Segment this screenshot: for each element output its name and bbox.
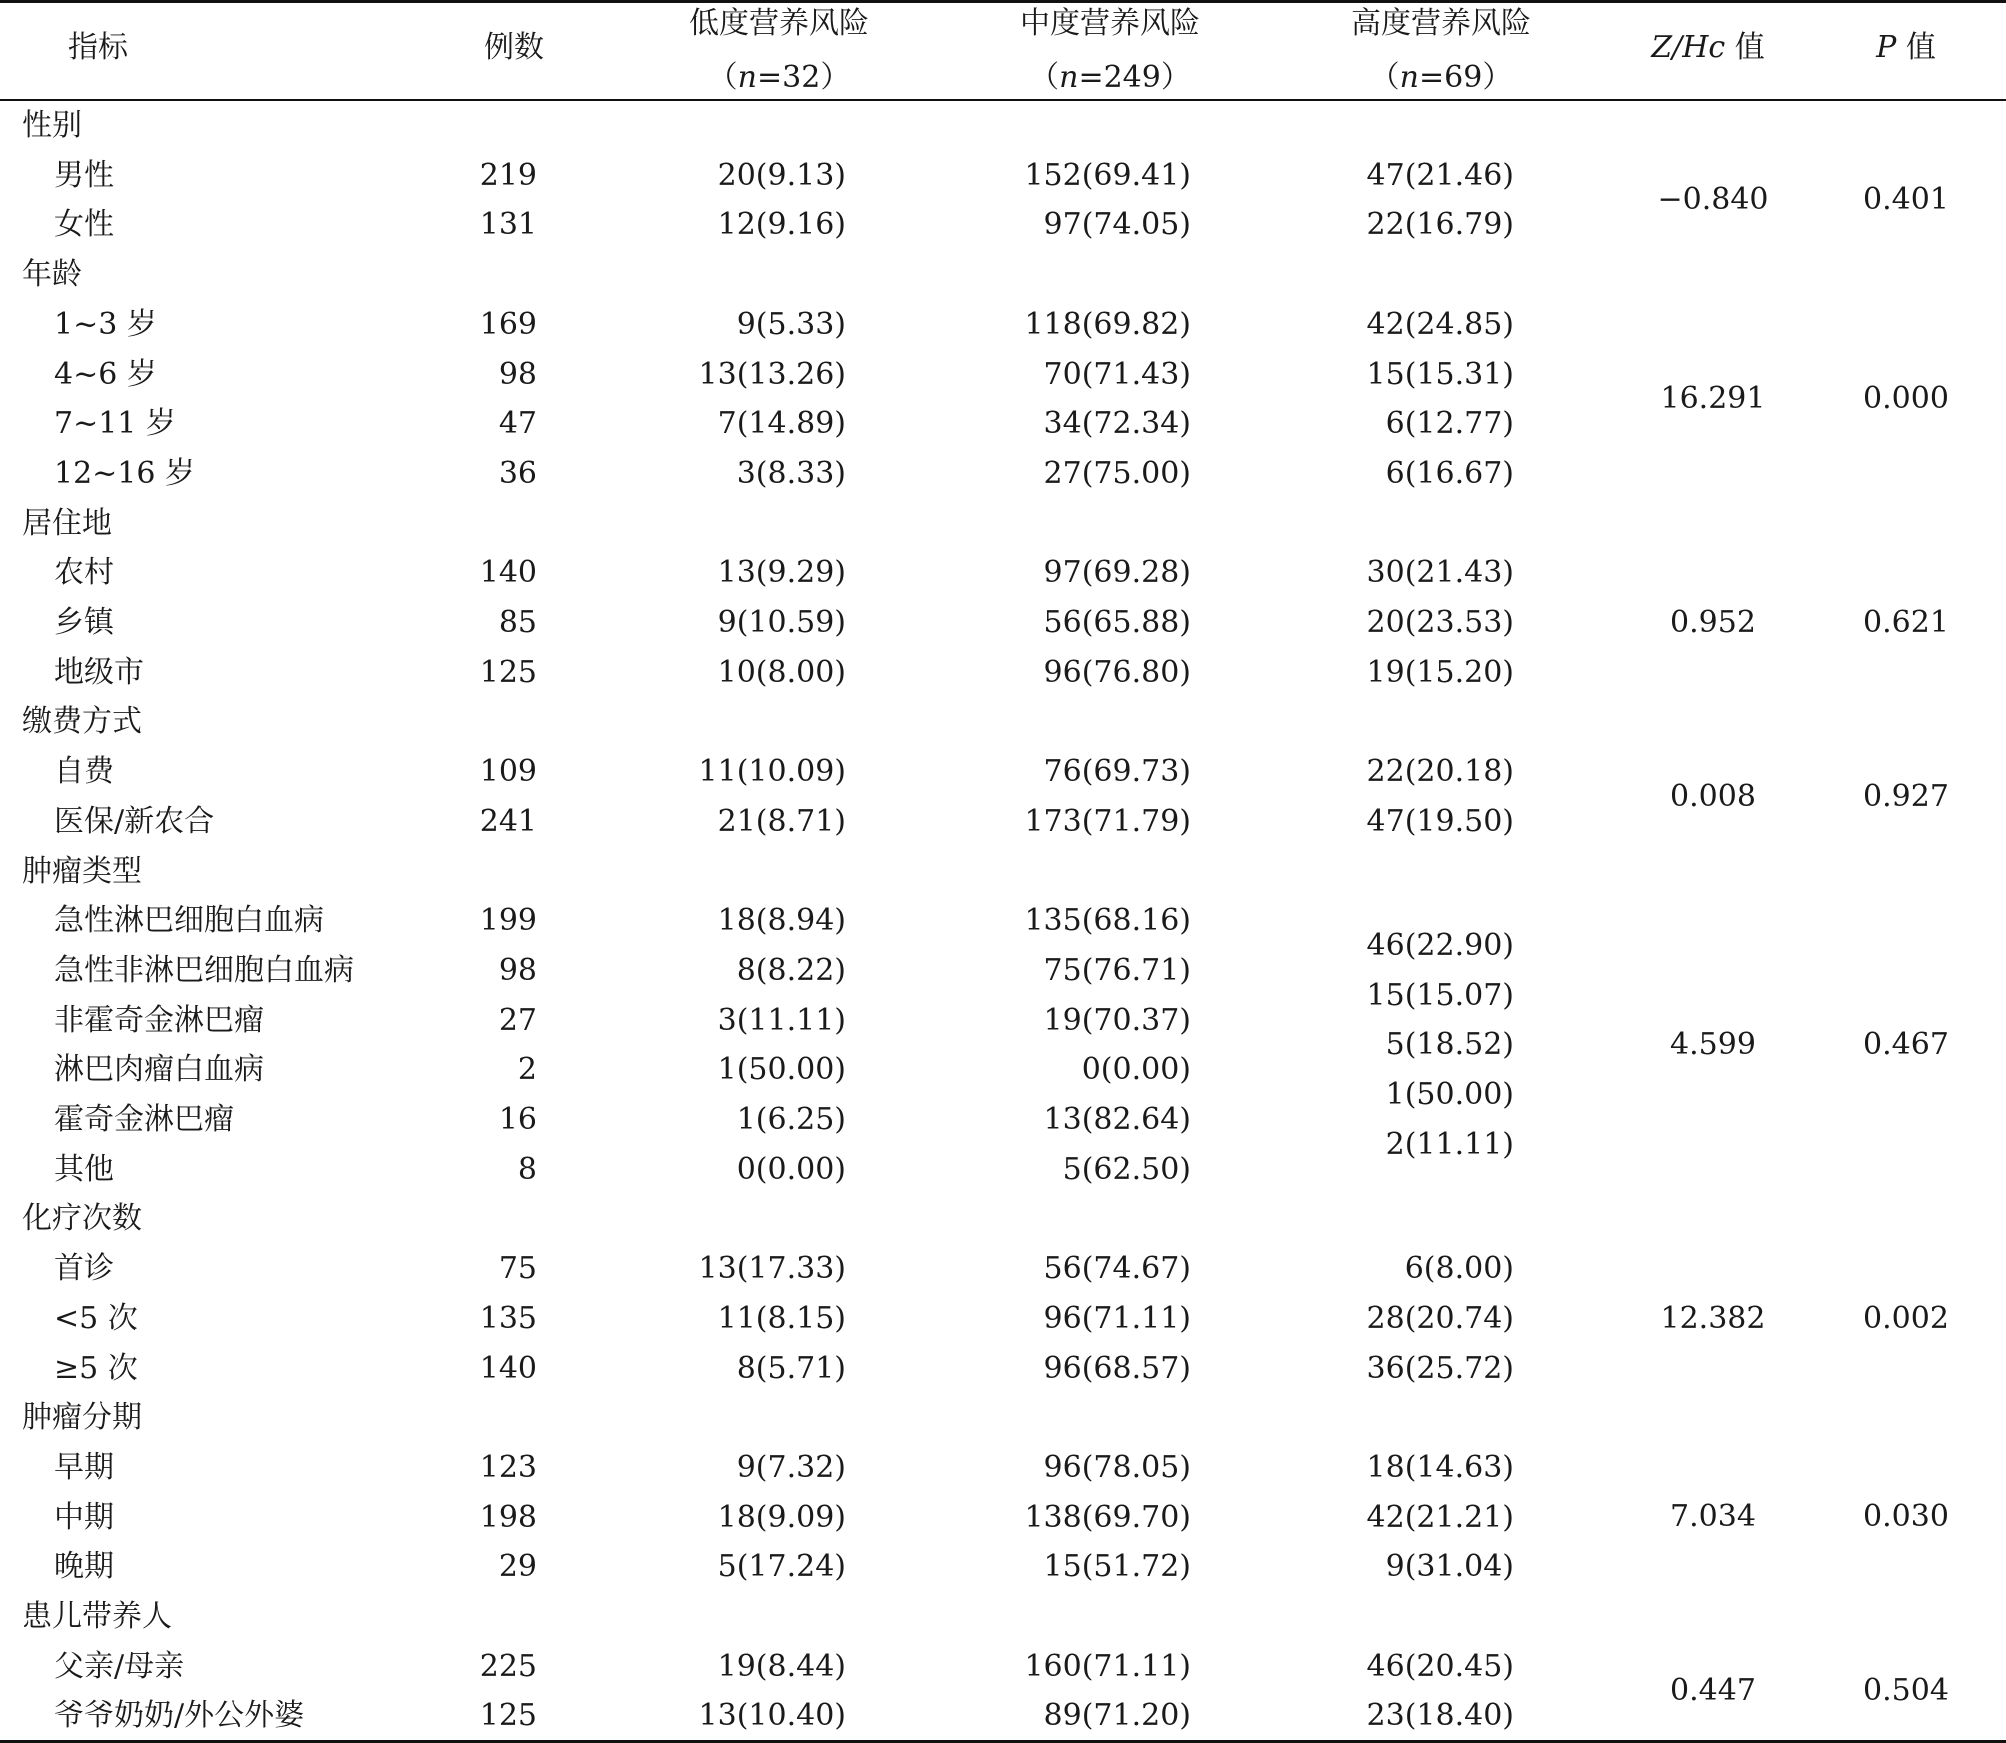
row-high-risk: 6(16.67)	[1385, 455, 1514, 491]
row-label: 霍奇金淋巴瘤	[54, 1102, 234, 1137]
group-p-value: 0.467	[1863, 1027, 1949, 1063]
row-count: 98	[498, 356, 537, 392]
row-high-risk: 6(8.00)	[1404, 1251, 1514, 1287]
row-high-risk: 30(21.43)	[1366, 555, 1514, 591]
group-row	[0, 250, 2006, 300]
table-row	[0, 1443, 2006, 1493]
high-risk-row	[0, 921, 2006, 971]
row-count: 135	[479, 1300, 537, 1336]
row-count: 219	[479, 157, 537, 193]
group-z-value: 16.291	[1660, 381, 1766, 417]
row-mid-risk: 96(76.80)	[1043, 654, 1191, 690]
row-count: 29	[498, 1549, 537, 1585]
row-mid-risk: 19(70.37)	[1043, 1002, 1191, 1038]
group-p-value: 0.401	[1863, 182, 1949, 218]
table-row	[0, 1244, 2006, 1294]
header-indicator: 指标	[68, 30, 128, 65]
row-low-risk: 9(10.59)	[717, 605, 846, 640]
row-mid-risk: 5(62.50)	[1062, 1151, 1191, 1187]
row-mid-risk: 76(69.73)	[1043, 754, 1191, 790]
row-mid-risk: 118(69.82)	[1024, 306, 1191, 342]
row-label: 7~11 岁	[54, 406, 176, 442]
group-p-value: 0.030	[1863, 1499, 1949, 1535]
row-high-risk: 22(20.18)	[1366, 754, 1514, 790]
row-low-risk: 11(8.15)	[717, 1300, 846, 1336]
table-row	[0, 648, 2006, 698]
row-label: 4~6 岁	[54, 356, 157, 392]
group-p-value: 0.621	[1863, 604, 1949, 640]
table-top-rule	[0, 0, 2006, 3]
row-label: 中期	[54, 1499, 114, 1535]
row-low-risk: 0(0.00)	[736, 1151, 846, 1187]
row-low-risk: 20(9.13)	[717, 157, 846, 193]
row-low-risk: 3(8.33)	[736, 455, 846, 491]
row-count: 85	[498, 605, 537, 640]
row-low-risk: 5(17.24)	[717, 1549, 846, 1585]
header-low-risk: 低度营养风险	[689, 6, 869, 41]
row-low-risk: 8(8.22)	[736, 952, 846, 988]
row-mid-risk: 15(51.72)	[1043, 1549, 1191, 1585]
row-count: 140	[479, 1350, 537, 1386]
row-count: 140	[479, 555, 537, 591]
row-high-risk: 5(18.52)	[1385, 1027, 1514, 1063]
row-mid-risk: 70(71.43)	[1043, 356, 1191, 392]
group-row	[0, 1592, 2006, 1642]
row-high-risk: 23(18.40)	[1366, 1698, 1514, 1734]
row-label: 其他	[54, 1151, 114, 1187]
group-label: 肿瘤分期	[22, 1400, 142, 1436]
row-low-risk: 10(8.00)	[717, 654, 846, 690]
high-risk-row	[0, 1070, 2006, 1120]
row-mid-risk: 27(75.00)	[1043, 455, 1191, 491]
row-mid-risk: 97(74.05)	[1043, 207, 1191, 243]
header-high-risk: 高度营养风险	[1351, 6, 1531, 41]
row-low-risk: 9(7.32)	[736, 1449, 846, 1485]
group-row	[0, 499, 2006, 549]
row-low-risk: 13(17.33)	[698, 1251, 846, 1287]
row-label: 淋巴肉瘤白血病	[54, 1052, 264, 1088]
row-label: 12~16 岁	[54, 455, 196, 491]
group-label: 肿瘤类型	[22, 853, 142, 889]
row-low-risk: 3(11.11)	[717, 1002, 846, 1038]
group-z-value: 12.382	[1660, 1300, 1766, 1336]
row-high-risk: 22(16.79)	[1366, 207, 1514, 243]
row-mid-risk: 97(69.28)	[1043, 555, 1191, 591]
row-count: 98	[498, 952, 537, 988]
row-mid-risk: 96(68.57)	[1043, 1350, 1191, 1386]
row-high-risk: 20(23.53)	[1366, 605, 1514, 640]
header-low-risk-n: （n=32）	[707, 60, 851, 95]
group-z-value: 0.952	[1670, 604, 1756, 640]
group-z-value: 4.599	[1670, 1027, 1756, 1063]
group-label: 缴费方式	[22, 704, 142, 740]
row-high-risk: 46(20.45)	[1366, 1648, 1514, 1684]
high-risk-row	[0, 1120, 2006, 1170]
group-label: 居住地	[22, 505, 112, 541]
row-low-risk: 12(9.16)	[717, 207, 846, 243]
row-label: 女性	[54, 207, 114, 243]
row-count: 199	[479, 903, 537, 939]
row-count: 198	[479, 1499, 537, 1535]
row-count: 36	[498, 455, 537, 491]
row-mid-risk: 56(65.88)	[1043, 605, 1191, 640]
row-high-risk: 2(11.11)	[1385, 1126, 1514, 1162]
row-mid-risk: 34(72.34)	[1043, 406, 1191, 442]
row-label: 首诊	[54, 1251, 114, 1287]
row-high-risk: 18(14.63)	[1366, 1449, 1514, 1485]
row-mid-risk: 89(71.20)	[1043, 1698, 1191, 1734]
row-high-risk: 46(22.90)	[1366, 928, 1514, 964]
row-label: 急性淋巴细胞白血病	[54, 903, 324, 939]
row-high-risk: 47(19.50)	[1366, 803, 1514, 839]
row-count: 125	[479, 654, 537, 690]
row-mid-risk: 96(78.05)	[1043, 1449, 1191, 1485]
row-count: 131	[479, 207, 537, 243]
row-label: 非霍奇金淋巴瘤	[54, 1002, 264, 1038]
row-count: 47	[498, 406, 537, 442]
table-row	[0, 300, 2006, 350]
row-high-risk: 28(20.74)	[1366, 1300, 1514, 1336]
row-mid-risk: 138(69.70)	[1024, 1499, 1191, 1535]
row-count: 123	[479, 1449, 537, 1485]
group-row	[0, 697, 2006, 747]
row-low-risk: 21(8.71)	[717, 803, 846, 839]
row-count: 109	[479, 754, 537, 790]
table-row	[0, 548, 2006, 598]
row-low-risk: 7(14.89)	[717, 406, 846, 442]
row-high-risk: 36(25.72)	[1366, 1350, 1514, 1386]
row-high-risk: 15(15.31)	[1366, 356, 1514, 392]
row-label: 乡镇	[54, 605, 114, 640]
group-row	[0, 847, 2006, 897]
row-count: 8	[517, 1151, 537, 1187]
header-mid-risk-n: （n=249）	[1029, 60, 1191, 95]
row-high-risk: 42(24.85)	[1366, 306, 1514, 342]
group-p-value: 0.927	[1863, 778, 1949, 814]
row-low-risk: 1(50.00)	[717, 1052, 846, 1088]
row-low-risk: 9(5.33)	[736, 306, 846, 342]
high-risk-row	[0, 971, 2006, 1021]
row-label: 父亲/母亲	[54, 1648, 185, 1684]
group-label: 患儿带养人	[22, 1599, 172, 1634]
row-mid-risk: 173(71.79)	[1024, 803, 1191, 839]
row-count: 2	[517, 1052, 537, 1088]
row-mid-risk: 96(71.11)	[1043, 1300, 1191, 1336]
row-mid-risk: 135(68.16)	[1024, 903, 1191, 939]
row-label: 地级市	[54, 654, 144, 690]
row-high-risk: 47(21.46)	[1366, 157, 1514, 193]
group-z-value: −0.840	[1657, 182, 1769, 218]
row-label: 男性	[54, 157, 114, 193]
row-low-risk: 18(9.09)	[717, 1499, 846, 1535]
row-label: 自费	[54, 754, 114, 790]
row-count: 75	[498, 1251, 537, 1287]
row-label: 爷爷奶奶/外公外婆	[54, 1698, 305, 1734]
group-row	[0, 1393, 2006, 1443]
header-z-value: Z/Hc 值	[1651, 30, 1765, 65]
row-count: 169	[479, 306, 537, 342]
row-high-risk: 9(31.04)	[1385, 1549, 1514, 1585]
row-low-risk: 19(8.44)	[717, 1648, 846, 1684]
row-label: 1~3 岁	[54, 306, 157, 342]
row-count: 16	[498, 1102, 537, 1137]
row-mid-risk: 56(74.67)	[1043, 1251, 1191, 1287]
row-mid-risk: 13(82.64)	[1043, 1102, 1191, 1137]
row-high-risk: 6(12.77)	[1385, 406, 1514, 442]
row-label: 农村	[54, 555, 114, 591]
header-p-value: P 值	[1876, 30, 1936, 65]
table-row	[0, 449, 2006, 499]
header-high-risk-n: （n=69）	[1369, 60, 1513, 95]
group-z-value: 7.034	[1670, 1499, 1756, 1535]
group-p-value: 0.002	[1863, 1300, 1949, 1336]
group-label: 性别	[22, 108, 82, 143]
header-count: 例数	[484, 30, 544, 65]
row-low-risk: 13(10.40)	[698, 1698, 846, 1734]
row-count: 125	[479, 1698, 537, 1734]
row-mid-risk: 0(0.00)	[1081, 1052, 1191, 1088]
group-row	[0, 1194, 2006, 1244]
row-label: 医保/新农合	[54, 803, 215, 839]
table-row	[0, 1344, 2006, 1394]
row-low-risk: 8(5.71)	[736, 1350, 846, 1386]
group-label: 化疗次数	[22, 1201, 142, 1237]
row-low-risk: 13(9.29)	[717, 555, 846, 591]
row-low-risk: 11(10.09)	[698, 754, 846, 790]
row-count: 225	[479, 1648, 537, 1684]
row-label: ≥5 次	[54, 1350, 138, 1386]
row-label: 早期	[54, 1449, 114, 1485]
group-label: 年龄	[22, 257, 82, 293]
row-low-risk: 13(13.26)	[698, 356, 846, 392]
group-z-value: 0.447	[1670, 1673, 1756, 1709]
row-high-risk: 19(15.20)	[1366, 654, 1514, 690]
row-high-risk: 42(21.21)	[1366, 1499, 1514, 1535]
row-mid-risk: 160(71.11)	[1024, 1648, 1191, 1684]
row-count: 27	[498, 1002, 537, 1038]
row-high-risk: 15(15.07)	[1366, 977, 1514, 1013]
row-label: <5 次	[54, 1300, 138, 1336]
row-mid-risk: 75(76.71)	[1043, 952, 1191, 988]
row-label: 晚期	[54, 1549, 114, 1585]
group-row	[0, 101, 2006, 151]
row-low-risk: 1(6.25)	[736, 1102, 846, 1137]
group-p-value: 0.504	[1863, 1673, 1949, 1709]
group-p-value: 0.000	[1863, 381, 1949, 417]
row-label: 急性非淋巴细胞白血病	[54, 952, 354, 988]
row-low-risk: 18(8.94)	[717, 903, 846, 939]
row-count: 241	[479, 803, 537, 839]
row-mid-risk: 152(69.41)	[1024, 157, 1191, 193]
table-row	[0, 1542, 2006, 1592]
header-mid-risk: 中度营养风险	[1020, 6, 1200, 41]
group-z-value: 0.008	[1670, 778, 1756, 814]
row-high-risk: 1(50.00)	[1385, 1077, 1514, 1113]
